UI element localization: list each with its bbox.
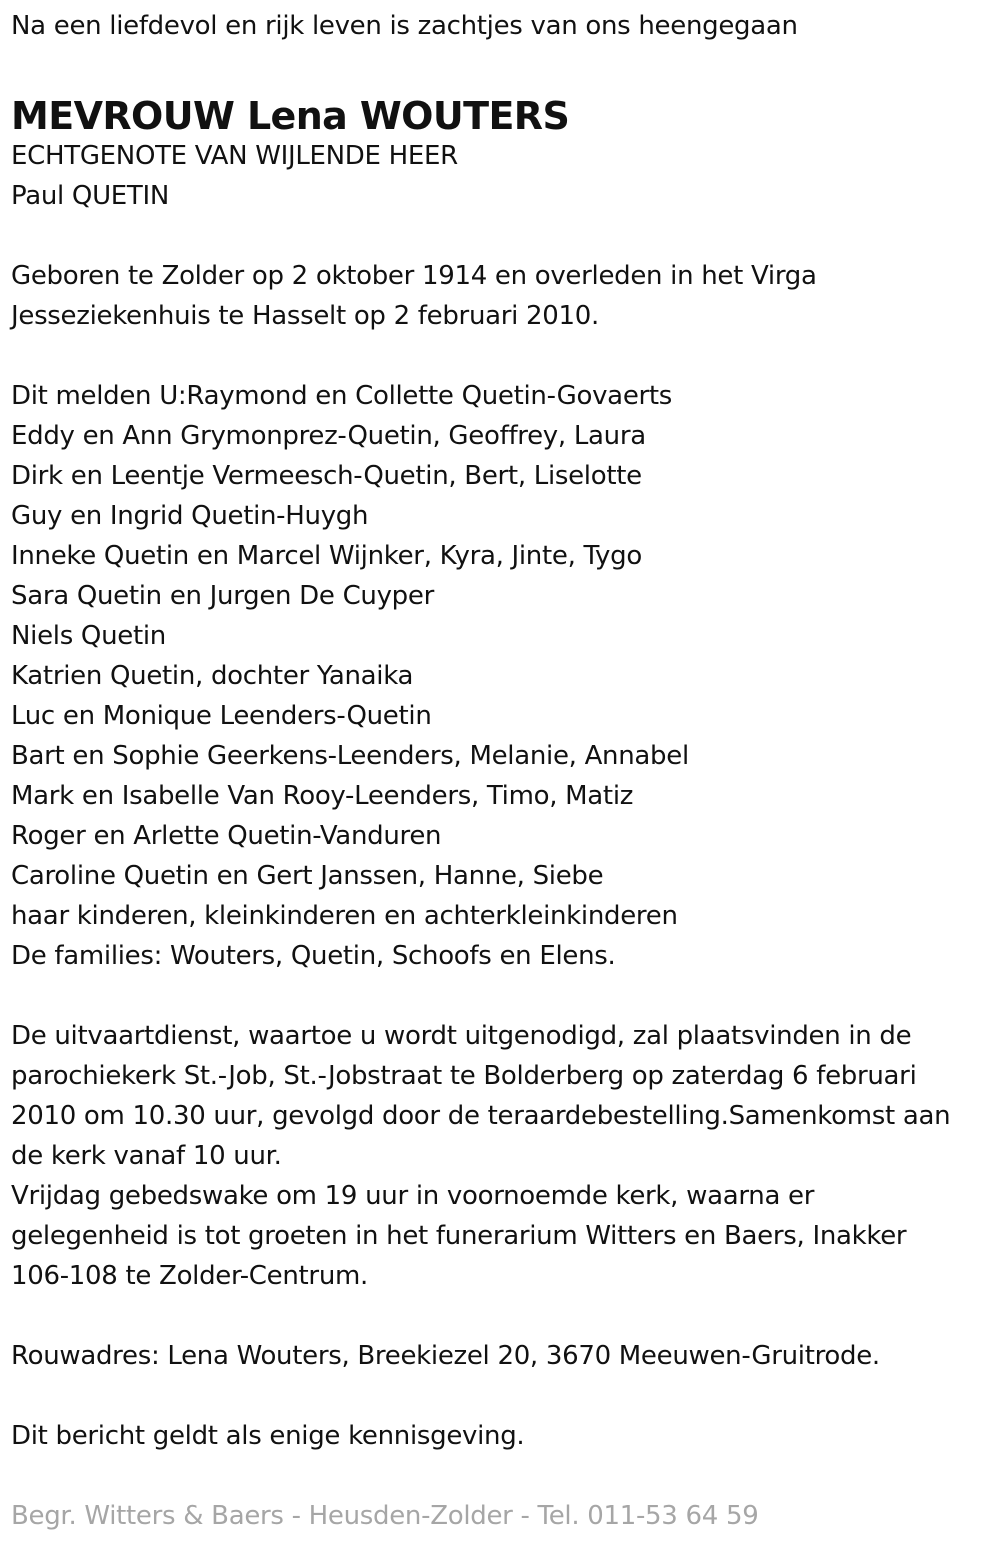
list-item: Inneke Quetin en Marcel Wijnker, Kyra, Jinte, Tygo bbox=[11, 541, 642, 571]
spacer bbox=[11, 1456, 996, 1496]
text-line: 2010 om 10.30 uur, gevolgd door de teraardebestelling.Samenkomst aan bbox=[11, 1101, 951, 1131]
list-item: Niels Quetin bbox=[11, 621, 166, 651]
list-item: Eddy en Ann Grymonprez-Quetin, Geoffrey, Laura bbox=[11, 421, 646, 451]
death-notice bbox=[11, 6, 996, 1536]
spacer bbox=[11, 216, 996, 256]
birth-death-paragraph bbox=[11, 256, 996, 336]
text-line: 106-108 te Zolder-Centrum. bbox=[11, 1261, 368, 1291]
text-line: parochiekerk St.-Job, St.-Jobstraat te Bolderberg op zaterdag 6 februari bbox=[11, 1061, 917, 1091]
list-item: Guy en Ingrid Quetin-Huygh bbox=[11, 501, 369, 531]
list-item: haar kinderen, kleinkinderen en achterkleinkinderen bbox=[11, 901, 678, 931]
notice-statement: Dit bericht geldt als enige kennisgeving. bbox=[11, 1421, 525, 1451]
list-item: Dirk en Leentje Vermeesch-Quetin, Bert, Liselotte bbox=[11, 461, 642, 491]
service-paragraph bbox=[11, 1016, 996, 1296]
list-item: Katrien Quetin, dochter Yanaika bbox=[11, 661, 414, 691]
list-item: De families: Wouters, Quetin, Schoofs en Elens. bbox=[11, 941, 616, 971]
mourning-address: Rouwadres: Lena Wouters, Breekiezel 20, 3670 Meeuwen-Gruitrode. bbox=[11, 1341, 880, 1371]
list-item: Roger en Arlette Quetin-Vanduren bbox=[11, 821, 442, 851]
spouse-name: Paul QUETIN bbox=[11, 181, 170, 211]
text-line: de kerk vanaf 10 uur. bbox=[11, 1141, 282, 1171]
list-item: Luc en Monique Leenders-Quetin bbox=[11, 701, 432, 731]
deceased-name: MEVROUW Lena WOUTERS bbox=[11, 94, 570, 138]
funeral-home-footer: Begr. Witters & Baers - Heusden-Zolder - Tel. 011-53 64 59 bbox=[11, 1501, 759, 1531]
text-line: De uitvaartdienst, waartoe u wordt uitgenodigd, zal plaatsvinden in de bbox=[11, 1021, 912, 1051]
spacer bbox=[11, 1296, 996, 1336]
list-item: Bart en Sophie Geerkens-Leenders, Melanie, Annabel bbox=[11, 741, 689, 771]
spouse-title: ECHTGENOTE VAN WIJLENDE HEER bbox=[11, 141, 458, 171]
list-item: Caroline Quetin en Gert Janssen, Hanne, Siebe bbox=[11, 861, 604, 891]
list-item: Dit melden U:Raymond en Collette Quetin-Govaerts bbox=[11, 381, 673, 411]
spacer bbox=[11, 976, 996, 1016]
announcers-list bbox=[11, 376, 996, 976]
text-line: Jesseziekenhuis te Hasselt op 2 februari 2010. bbox=[11, 301, 599, 331]
list-item: Sara Quetin en Jurgen De Cuyper bbox=[11, 581, 434, 611]
text-line: Geboren te Zolder op 2 oktober 1914 en overleden in het Virga bbox=[11, 261, 817, 291]
spacer bbox=[11, 46, 996, 86]
list-item: Mark en Isabelle Van Rooy-Leenders, Timo, Matiz bbox=[11, 781, 634, 811]
spacer bbox=[11, 336, 996, 376]
intro-text: Na een liefdevol en rijk leven is zachtjes van ons heengegaan bbox=[11, 11, 798, 41]
text-line: gelegenheid is tot groeten in het funerarium Witters en Baers, Inakker bbox=[11, 1221, 907, 1251]
text-line: Vrijdag gebedswake om 19 uur in voornoemde kerk, waarna er bbox=[11, 1181, 815, 1211]
spacer bbox=[11, 1376, 996, 1416]
